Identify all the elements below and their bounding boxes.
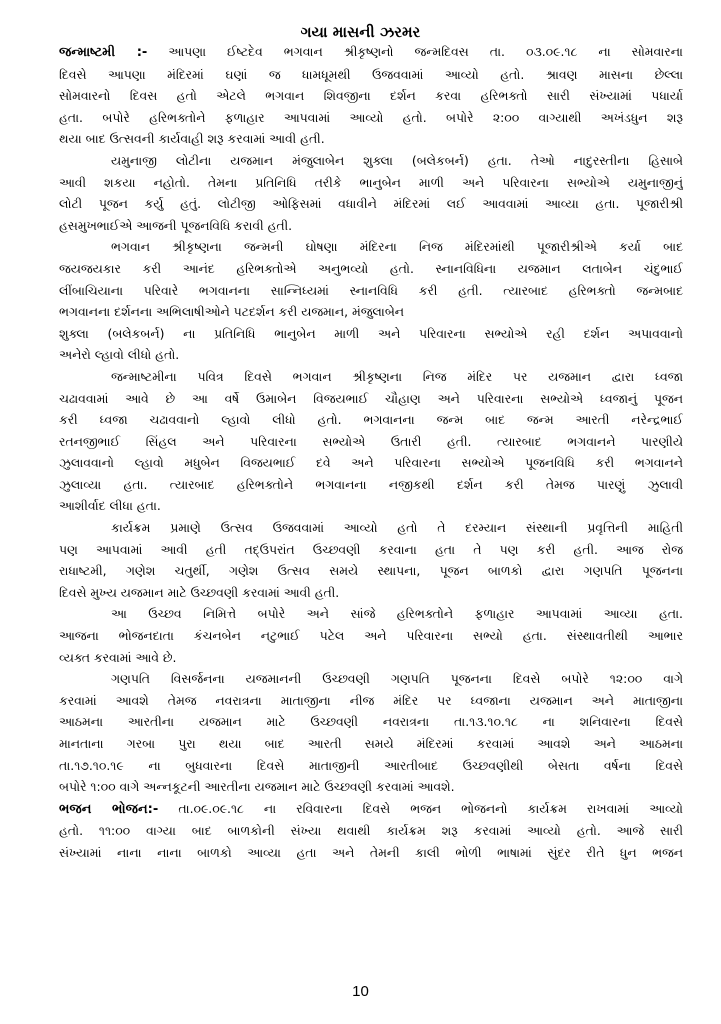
text-line: ઝુલાવવાનો લ્હાવો મધુબેન વિજયભાઈ દવે અને પરિવારના સભ્યોએ પૂજનવિધિ કરી ભગવાનને <box>59 455 683 471</box>
text-line: બપોરે ૧:૦૦ વાગે અન્નકૂટની આરતીના યજમાન માટે ઉચ્છવણી કરવામાં આવશે. <box>59 779 455 795</box>
text-line: હતો. ૧૧:૦૦ વાગ્યા બાદ બાળકોની સંખ્યા થવાથી કાર્યક્રમ શરૂ કરવામાં આવ્યો હતો. આજે સારી <box>59 823 683 839</box>
text-line: આ ઉચ્છવ નિમિત્તે બપોરે અને સાંજે હરિભક્તોને ફળાહાર આપવામાં આવ્યા હતા. <box>111 606 683 622</box>
text-line: આજના ભોજનદાતા કંચનબેન નટુભાઈ પટેલ અને પરિવારના સભ્યો હતા. સંસ્થાવતીથી આભાર <box>59 628 683 644</box>
page-number: 10 <box>352 983 369 1000</box>
text-line: કાર્યક્રમ પ્રમાણે ઉત્સવ ઉજવવામાં આવ્યો હતો તે દરમ્યાન સંસ્થાની પ્રવૃત્તિની માહિતી <box>111 520 683 536</box>
text-line: દિવસે આપણા મંદિરમાં ઘણાં જ ધામધૂમથી ઉજવવામાં આવ્યો હતો. શ્રાવણ માસના છેલ્લા <box>59 66 683 82</box>
text-line: આવી શકયા નહોતો. તેમના પ્રતિનિધિ તરીકે ભાનુબેન માળી અને પરિવારના સભ્યોએ યમુનાજીનું <box>59 174 683 190</box>
text-line: આઠમના આરતીના યજમાન માટે ઉચ્છવણી નવરાત્રના તા.૧૩.૧૦.૧૮ ના શનિવારના દિવસે <box>59 714 683 730</box>
text-line: જયજયકાર કરી આનંદ હરિભક્તોએ અનુભવ્યો હતો. સ્નાનવિધિના યજમાન લતાબેન ચંદુભાઈ <box>59 260 683 276</box>
text-line: સંખ્યામાં નાના નાના બાળકો આવ્યા હતા અને તેમની કાલી ભોળી ભાષામાં સુંદર રીતે ધુન ભજન <box>59 844 683 860</box>
text-line: થયા બાદ ઉત્સવની કાર્યવાહી શરૂ કરવામાં આવી હતી. <box>59 131 325 147</box>
text-line: જન્માષ્ટમીના પવિત્ર દિવસે ભગવાન શ્રીકૃષ્ણના નિજ મંદિર પર યજમાન દ્વારા ધ્વજા <box>111 368 683 384</box>
section-heading-janmashtami: જન્માષ્ટમી :- <box>59 45 148 60</box>
text-line: યમુનાજી લોટીના યજમાન મંજુલાબેન શુક્લા (બલેકબર્ન) હતા. તેઓ નાદુરસ્તીના હિસાબે <box>111 152 683 168</box>
page-title: ગયા માસની ઝરમર <box>300 23 421 41</box>
text-line: આશીર્વાદ લીધા હતા. <box>59 498 161 514</box>
text-line: ભજન ભોજન:- તા.૦૯.૦૯.૧૮ ના રવિવારના દિવસે ભજન ભોજનનો કાર્યક્રમ રાખવામાં આવ્યો <box>59 800 683 817</box>
text-line: સોમવારનો દિવસ હતો એટલે ભગવાન શિવજીના દર્શન કરવા હરિભક્તો સારી સંખ્યામાં પધાર્યા <box>59 88 683 104</box>
text-line: કરી ધ્વજા ચઢાવવાનો લ્હાવો લીધો હતો. ભગવાનના જન્મ બાદ જન્મ આરતી નરેન્દ્રભાઈ <box>59 412 683 428</box>
text-line: માનતાના ગરબા પુરા થયા બાદ આરતી સમયે મંદિરમાં કરવામાં આવશે અને આઠમના <box>59 736 683 751</box>
article-body <box>59 41 683 864</box>
text-line: અનેરો લ્હાવો લીધો હતો. <box>59 347 180 363</box>
text-line: ભગવાનના દર્શનના અભિલાષીઓને પટદર્શન કરી યજમાન, મંજુલાબેન <box>59 304 405 320</box>
text-line: વ્યક્ત કરવામાં આવે છે. <box>59 649 177 665</box>
text-line: જન્માષ્ટમી :- આપણા ઈષ્ટદેવ ભગવાન શ્રીકૃષ્ણનો જન્મદિવસ તા. ૦૩.૦૯.૧૮ ના સોમવારના <box>59 44 683 60</box>
text-line: લીંબાચિયાના પરિવારે ભગવાનના સાન્નિધ્યમાં સ્નાનવિધિ કરી હતી. ત્યારબાદ હરિભક્તો જન્મબાદ <box>59 282 683 298</box>
text-line: પણ આપવામાં આવી હતી તદ્ઉપરાંત ઉચ્છવણી કરવાના હતા તે પણ કરી હતી. આજ રોજ <box>59 541 683 557</box>
text-line: ચઢાવવામાં આવે છે આ વર્ષે ઉમાબેન વિજયભાઈ ચૌહાણ અને પરિવારના સભ્યોએ ધ્વજાનું પૂજન <box>59 390 683 406</box>
text-line: કરવામાં આવશે તેમજ નવરાત્રના માતાજીના નીજ મંદિર પર ધ્વજાના યજમાન અને માતાજીના <box>59 692 683 708</box>
text-line: દિવસે મુખ્ય યજમાન માટે ઉચ્છવણી કરવામાં આવી હતી. <box>59 584 340 600</box>
text-line: ગણપતિ વિસર્જનના યજમાનની ઉચ્છવણી ગણપતિ પૂજનના દિવસે બપોરે ૧૨:૦૦ વાગે <box>111 671 683 687</box>
text-line: રાધાષ્ટમી, ગણેશ ચતુર્થી, ગણેશ ઉત્સવ સમયે સ્થાપના, પૂજન બાળકો દ્વારા ગણપતિ પૂજનના <box>59 563 683 579</box>
text-line: ઝુલાવ્યા હતા. ત્યારબાદ હરિભક્તોને ભગવાનના નજીકથી દર્શન કરી તેમજ પારણું ઝુલાવી <box>59 476 683 492</box>
text-line: ભગવાન શ્રીકૃષ્ણના જન્મની ઘોષણા મંદિરના નિજ મંદિરમાંથી પૂજારીશ્રીએ કર્યા બાદ <box>111 239 683 255</box>
text-line: લોટી પૂજન કર્યુ હતું. લોટીજી ઓફિસમાં વધાવીને મંદિરમાં લઈ આવવામાં આવ્યા હતા. પૂજારીશ્રી <box>59 196 683 212</box>
text-line: રતનજીભાઈ સિંહલ અને પરિવારના સભ્યોએ ઉતારી હતી. ત્યારબાદ ભગવાનને પારણીયે <box>59 433 683 449</box>
text-line: શુક્લા (બલેકબર્ન) ના પ્રતિનિધિ ભાનુબેન માળી અને પરિવારના સભ્યોએ રહી દર્શન અપાવવાનો <box>59 325 683 341</box>
section-heading-bhajan-bhojan: ભજન ભોજન:- <box>59 801 159 817</box>
text-line: હતા. બપોરે હરિભક્તોને ફળાહાર આપવામાં આવ્યો હતો. બપોરે ૨:૦૦ વાગ્યાથી અખંડધુન શરૂ <box>59 109 683 125</box>
text-line: તા.૧૭.૧૦.૧૯ ના બુધવારના દિવસે માતાજીની આરતીબાદ ઉચ્છવણીથી બેસતા વર્ષના દિવસે <box>59 757 683 773</box>
text-line: હસમુખભાઈએ આજની પૂજનવિધિ કરાવી હતી. <box>59 217 293 233</box>
